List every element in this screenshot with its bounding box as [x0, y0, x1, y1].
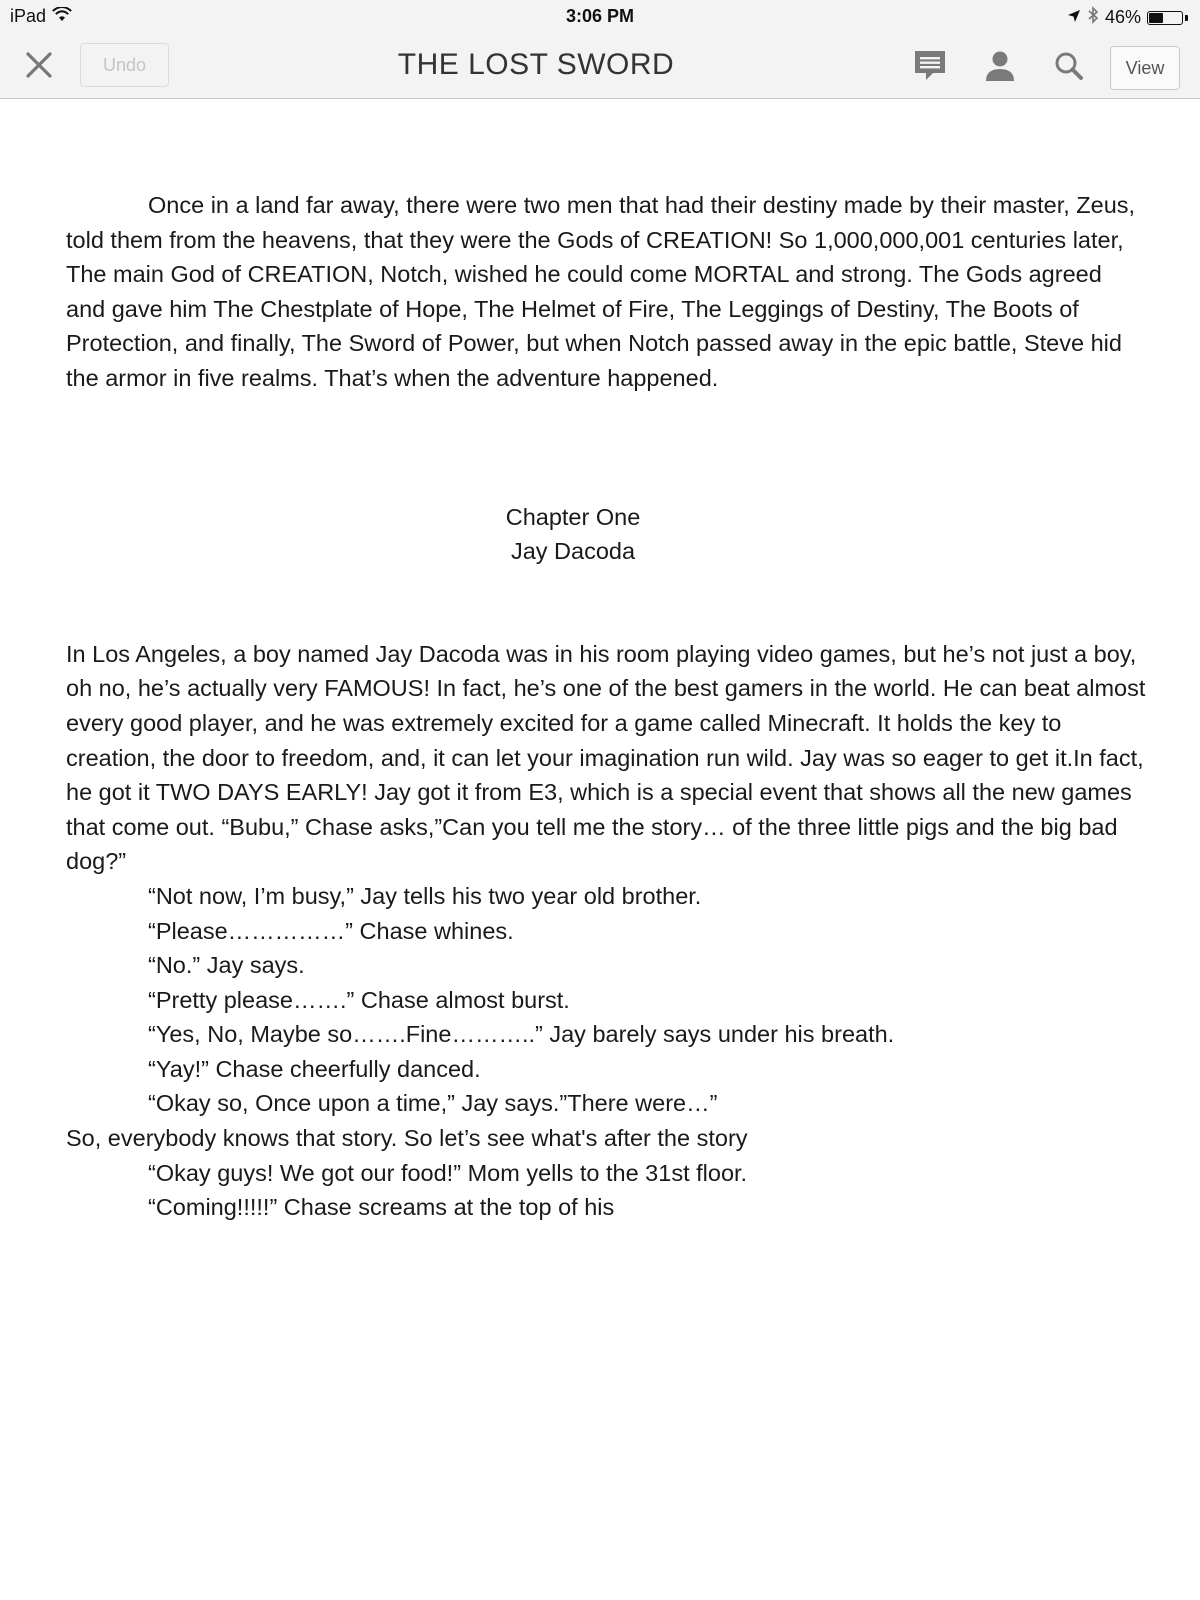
intro-paragraph: Once in a land far away, there were two men that had their destiny made by their master, Zeus, told them from the heavens, that they were the Gods of CREATION! So 1,000,000,001 centuries later, The main God of CREATION, Notch, wished he could come MORTAL and strong. The Gods agreed and gave him The Chestplate of Hope, The Helmet of Fire, The Leggings of Destiny, The Boots of Protection, and finally, The Sword of Power, but when Notch passed away in the epic battle, Steve hid the armor in five realms. That’s when the adventure happened. [66, 192, 1136, 391]
search-icon [1054, 51, 1084, 81]
status-right [1067, 6, 1188, 29]
status-bar [0, 0, 1200, 32]
dialog-line: “Please……………” Chase whines. [148, 917, 514, 944]
undo-button[interactable]: Undo [80, 43, 169, 87]
dialog-line: “Yay!” Chase cheerfully danced. [148, 1055, 481, 1082]
dialog-line: “Yes, No, Maybe so…….Fine………..” Jay barely says under his breath. [148, 1021, 895, 1048]
dialog-line: “Pretty please…….” Chase almost burst. [148, 986, 570, 1013]
location-arrow-icon [1067, 7, 1081, 28]
dialog-line: “No.” Jay says. [148, 952, 305, 979]
chapter-subtitle: Jay Dacoda [510, 538, 636, 565]
status-time: 3:06 PM [565, 6, 635, 26]
share-button[interactable] [981, 48, 1019, 84]
dialog-line: “Coming!!!!!” Chase screams at the top of his [148, 1194, 615, 1221]
document-title: THE LOST SWORD [397, 48, 675, 81]
close-icon [26, 52, 52, 78]
battery-tip [1185, 15, 1188, 21]
battery-icon [1147, 11, 1183, 25]
comments-button[interactable] [911, 48, 949, 84]
dialog-line: “Not now, I’m busy,” Jay tells his two year old brother. [148, 882, 702, 909]
dialog-line: “Okay so, Once upon a time,” Jay says.”There were…” [148, 1090, 718, 1117]
close-button[interactable] [22, 48, 56, 82]
person-icon [985, 50, 1015, 82]
device-name: iPad [10, 6, 47, 26]
battery-fill [1149, 13, 1163, 23]
dialog-line: “Okay guys! We got our food!” Mom yells to the 31st floor. [148, 1159, 748, 1186]
view-button[interactable]: View [1110, 46, 1180, 90]
spacer [66, 396, 1146, 500]
spacer [66, 569, 1146, 637]
chapter-title: Chapter One [505, 503, 641, 530]
story-paragraph: In Los Angeles, a boy named Jay Dacoda was in his room playing video games, but he’s not just a boy, oh no, he’s actually very FAMOUS! In fact, he’s one of the best gamers in the world. He can beat almost every good player, and he was extremely excited for a game called Minecraft. It holds the key to creation, the door to freedom, and, it can let your imagination run wild. Jay was so eager to get it.In fact, he got it TWO DAYS EARLY! Jay got it from E3, which is a special event that shows all the new games that come out. “Bubu,” Chase asks,”Can you tell me the story… of the three little pigs and the big bad dog?” [66, 640, 1146, 875]
toolbar [0, 32, 1200, 99]
narration-line: So, everybody knows that story. So let’s see what's after the story [66, 1125, 748, 1152]
document-body[interactable] [66, 188, 1146, 1225]
bluetooth-icon [1087, 6, 1099, 29]
search-button[interactable] [1050, 48, 1088, 84]
battery-percent: 46% [1104, 7, 1141, 27]
comment-icon [913, 49, 947, 83]
